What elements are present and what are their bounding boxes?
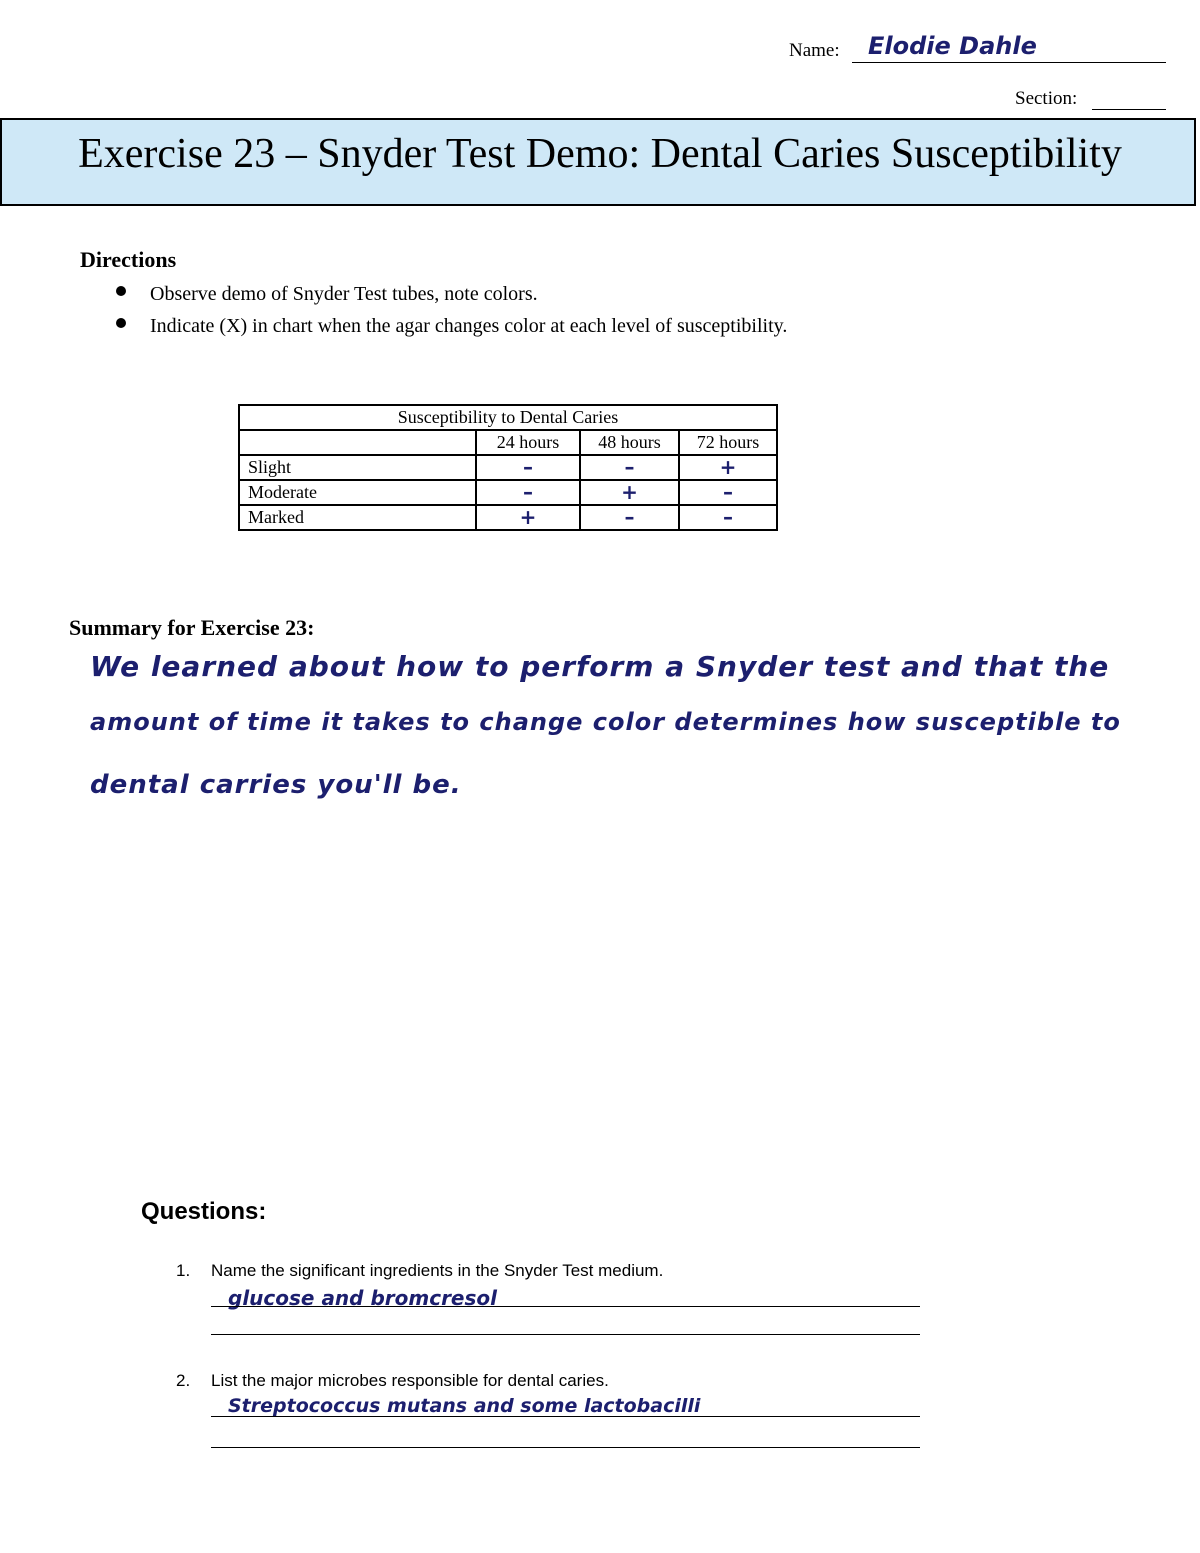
table-cell[interactable]: – <box>580 455 679 480</box>
column-header: 24 hours <box>476 430 580 455</box>
table-row <box>239 480 777 505</box>
bullet-icon <box>116 318 126 328</box>
section-label: Section: <box>1015 88 1078 109</box>
answer-line[interactable] <box>211 1397 920 1417</box>
summary-heading: Summary for Exercise 23: <box>69 615 315 640</box>
table-header-row <box>239 430 777 455</box>
answer-line[interactable] <box>211 1287 920 1307</box>
answer-line[interactable] <box>211 1428 920 1448</box>
name-label: Name: <box>789 40 840 61</box>
name-value: Elodie Dahle <box>868 32 1037 60</box>
directions-heading: Directions <box>80 247 177 272</box>
table-row <box>239 505 777 530</box>
question-text: List the major microbes responsible for dental caries. <box>211 1371 609 1390</box>
question-number: 2. <box>176 1371 191 1390</box>
question-number: 1. <box>176 1261 191 1280</box>
table-cell[interactable]: – <box>580 505 679 530</box>
answer-text: glucose and bromcresol <box>228 1286 497 1310</box>
question-text: Name the significant ingredients in the Snyder Test medium. <box>211 1261 664 1280</box>
answer-line[interactable] <box>211 1315 920 1335</box>
questions-heading: Questions: <box>141 1198 267 1225</box>
row-label: Moderate <box>239 480 476 505</box>
summary-line: We learned about how to perform a Snyder test and that the <box>90 650 1110 683</box>
table-cell[interactable]: + <box>580 480 679 505</box>
answer-text: Streptococcus mutans and some lactobacilli <box>228 1395 701 1417</box>
section-field[interactable] <box>1092 88 1166 110</box>
table-row <box>239 455 777 480</box>
summary-line: amount of time it takes to change color determines how susceptible to <box>90 708 1121 736</box>
column-header: 72 hours <box>679 430 777 455</box>
table-cell[interactable]: – <box>679 480 777 505</box>
susceptibility-table <box>238 404 778 531</box>
row-label: Slight <box>239 455 476 480</box>
page-title: Exercise 23 – Snyder Test Demo: Dental Caries Susceptibility <box>78 131 1122 177</box>
direction-item: Indicate (X) in chart when the agar changes color at each level of susceptibility. <box>150 315 787 338</box>
summary-line: dental carries you'll be. <box>90 770 462 800</box>
direction-item: Observe demo of Snyder Test tubes, note colors. <box>150 283 538 306</box>
table-header-blank <box>239 430 476 455</box>
table-cell[interactable]: + <box>679 455 777 480</box>
table-caption: Susceptibility to Dental Caries <box>239 405 777 430</box>
bullet-icon <box>116 286 126 296</box>
column-header: 48 hours <box>580 430 679 455</box>
row-label: Marked <box>239 505 476 530</box>
table-cell[interactable]: – <box>476 455 580 480</box>
table-cell[interactable]: – <box>679 505 777 530</box>
table-cell[interactable]: – <box>476 480 580 505</box>
table-cell[interactable]: + <box>476 505 580 530</box>
